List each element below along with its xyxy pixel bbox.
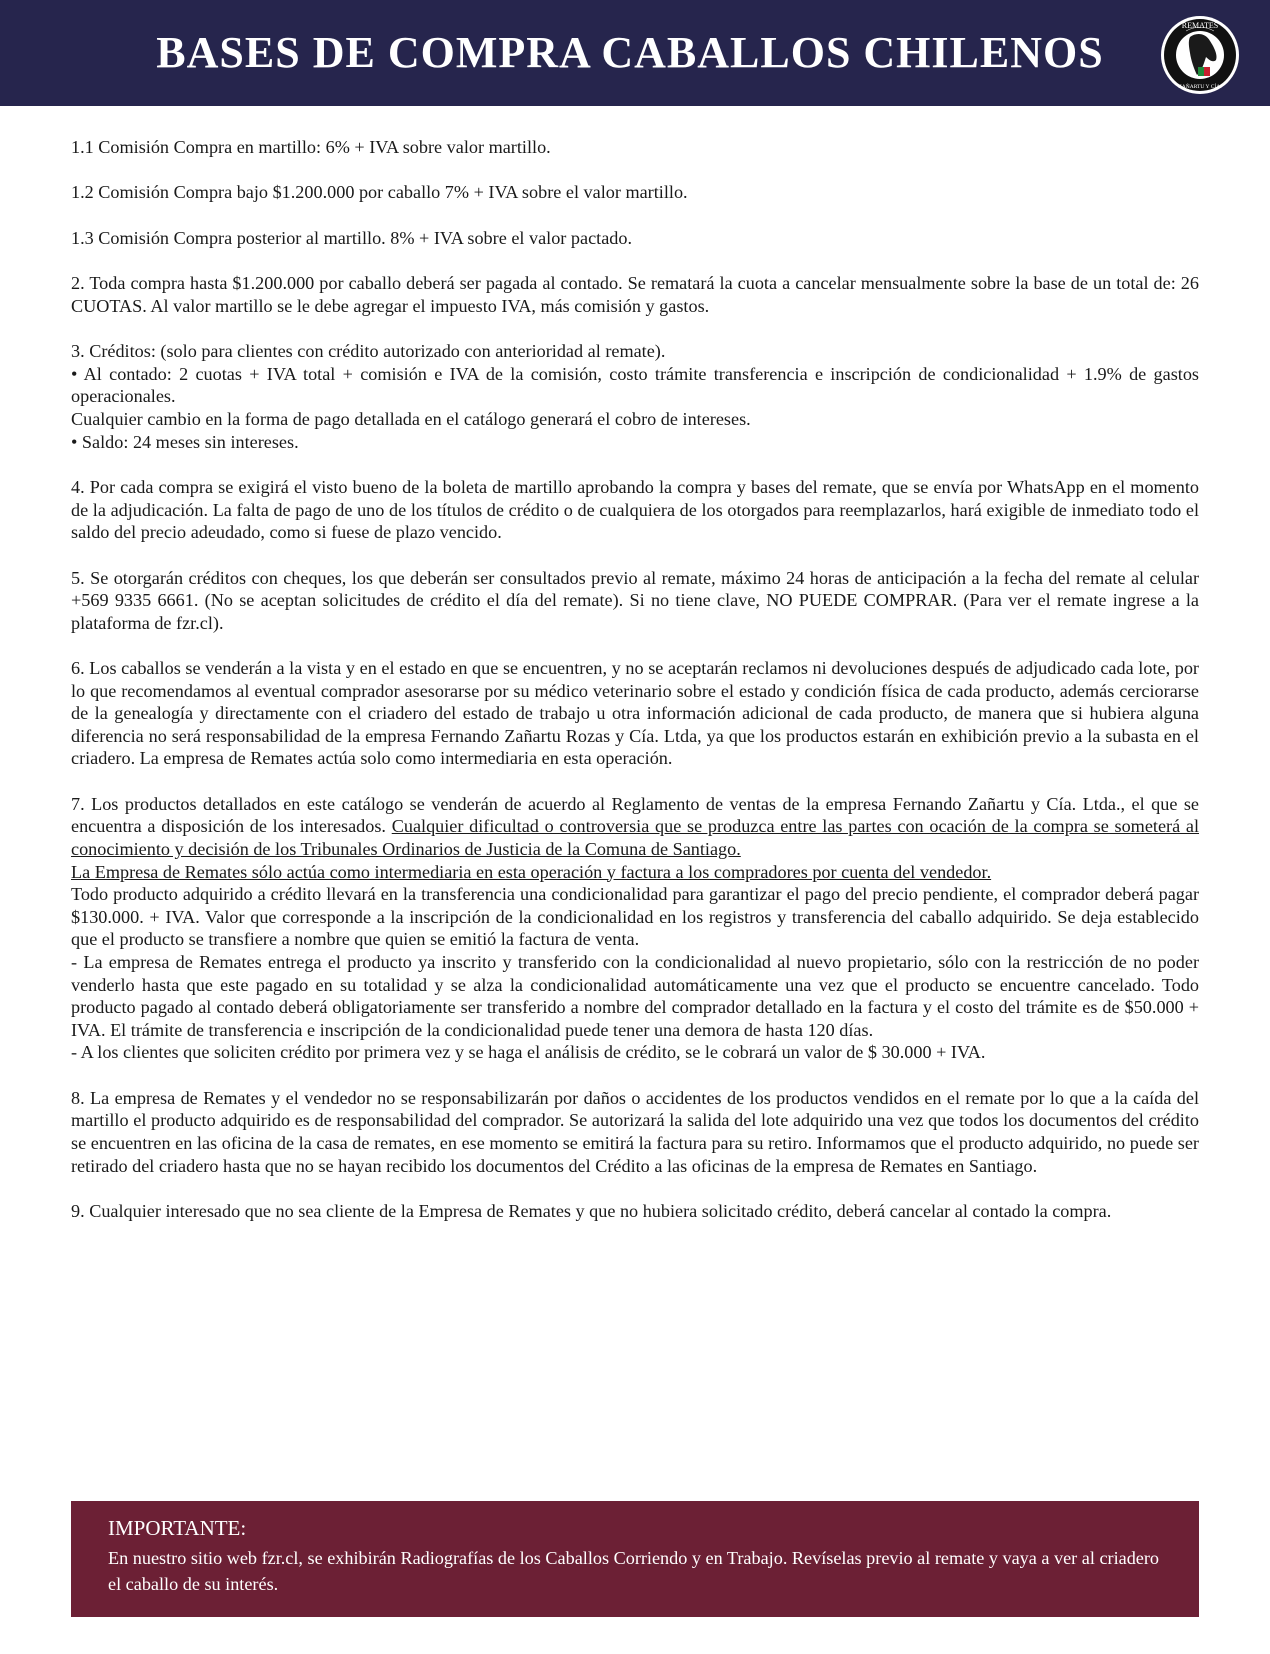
clause-7-entrega: - La empresa de Remates entrega el producto ya inscrito y transferido con la condicionalidad al nuevo propietario, sólo con la restricción de no poder venderlo hasta que este pagado en su totalidad y se alza la condicionalidad automáticamente una vez que el producto se encuentre cancelado. Todo producto pagado al contado deberá obligatoriamente ser transferido a nombre del comprador detallado en la factura y el costo del trámite es de $50.000 + IVA. El trámite de transferencia e inscripción de la condicionalidad puede tener una demora de hasta 120 días. <box>71 952 1199 1040</box>
important-notice <box>71 1501 1199 1617</box>
remates-horse-logo-icon <box>1160 15 1240 95</box>
page-title: BASES DE COMPRA CABALLOS CHILENOS <box>156 28 1104 77</box>
clause-7-intro: 7. Los productos detallados en este catálogo se venderán de acuerdo al Reglamento de ventas de la empresa Fernando Zañartu y Cía. Ltda., el que se encuentra a disposición de los interesados. <box>71 793 1199 837</box>
clause-7-credito: Todo producto adquirido a crédito llevará en la transferencia una condicionalidad para garantizar el pago del precio pendiente, el comprador deberá pagar $130.000. + IVA. Valor que corresponde a la inscripción de la condicionalidad en los registros y transferencia del caballo adquirido. Se deja establecido que el producto se transfiere a nombre que quien se emitió la factura de venta. <box>71 884 1199 950</box>
clause-7-jurisdiction: Cualquier dificultad o controversia que se produzca entre las partes con ocación de la compra se someterá al conocimiento y decisión de los Tribunales Ordinarios de Justicia de la Comuna de Santiago. <box>71 816 1200 860</box>
clause-1-3: 1.3 Comisión Compra posterior al martillo. 8% + IVA sobre el valor pactado. <box>71 227 633 248</box>
clause-3-intro: 3. Créditos: (solo para clientes con crédito autorizado con anterioridad al remate). <box>71 341 666 362</box>
clause-3 <box>71 340 1199 453</box>
clause-8: 8. La empresa de Remates y el vendedor no se responsabilizarán por daños o accidentes de los productos vendidos en el remate por lo que a la caída del martillo el producto adquirido es de responsabilidad del comprador. Se autorizará la salida del lote adquirido una vez que todos los documentos del crédito se encuentren en las oficina de la casa de remates, en ese momento se emitirá la factura para su retiro. Informamos que el producto adquirido, no puede ser retirado del criadero hasta que no se hayan recibido los documentos del Crédito a las oficinas de la empresa de Remates en Santiago. <box>71 1087 1199 1176</box>
clause-7-analisis: - A los clientes que soliciten crédito por primera vez y se haga el análisis de crédito, se le cobrará un valor de $ 30.000 + IVA. <box>71 1042 986 1063</box>
clause-1-1: 1.1 Comisión Compra en martillo: 6% + IVA sobre valor martillo. <box>71 137 551 157</box>
clause-6: 6. Los caballos se venderán a la vista y en el estado en que se encuentren, y no se aceptarán reclamos ni devoluciones después de adjudicado cada lote, por lo que recomendamos al eventual comprador asesorarse por su médico veterinario sobre el estado y condición física de cada producto, además cerciorarse de la genealogía y directamente con el criadero del estado de trabajo u otra información adicional de cada producto, de manera que si hubiera alguna diferencia no será responsabilidad de la empresa Fernando Zañartu Rozas y Cía. Ltda, ya que los productos estarán en exhibición previo a la subasta en el criadero. La empresa de Remates actúa solo como intermediaria en esta operación. <box>71 658 1199 769</box>
page-header <box>0 0 1270 106</box>
clause-7 <box>71 793 1199 1064</box>
clause-3-cambio: Cualquier cambio en la forma de pago detallada en el catálogo generará el cobro de intereses. <box>71 408 751 429</box>
important-title: IMPORTANTE: <box>108 1516 247 1540</box>
clause-3-saldo: • Saldo: 24 meses sin intereses. <box>71 431 299 452</box>
clause-5: 5. Se otorgarán créditos con cheques, los que deberán ser consultados previo al remate, máximo 24 horas de anticipación a la fecha del remate al celular +569 9335 6661. (No se aceptan solicitudes de crédito el día del remate). Si no tiene clave, NO PUEDE COMPRAR. (Para ver el remate ingrese a la plataforma de fzr.cl). <box>71 567 1199 633</box>
clause-3-contado: • Al contado: 2 cuotas + IVA total + comisión e IVA de la comisión, costo trámite transferencia e inscripción de condicionalidad + 1.9% de gastos operacionales. <box>71 363 1199 407</box>
clause-1-2: 1.2 Comisión Compra bajo $1.200.000 por caballo 7% + IVA sobre el valor martillo. <box>71 182 688 203</box>
svg-text:ZAÑARTU Y CÍA.: ZAÑARTU Y CÍA. <box>1178 84 1222 90</box>
clause-9: 9. Cualquier interesado que no sea cliente de la Empresa de Remates y que no hubiera solicitado crédito, deberá cancelar al contado la compra. <box>71 1200 1112 1221</box>
clause-2: 2. Toda compra hasta $1.200.000 por caballo deberá ser pagada al contado. Se rematará la cuota a cancelar mensualmente sobre la base de un total de: 26 CUOTAS. Al valor martillo se le debe agregar el impuesto IVA, más comisión y gastos. <box>71 273 1199 316</box>
important-text: En nuestro sitio web fzr.cl, se exhibirán Radiografías de los Caballos Corriendo y en Trabajo. Revíselas previo al remate y vaya a ver al criadero el caballo de su interés. <box>108 1548 1160 1594</box>
document-body <box>71 136 1199 1245</box>
clause-4: 4. Por cada compra se exigirá el visto bueno de la boleta de martillo aprobando la compra y bases del remate, que se envía por WhatsApp en el momento de la adjudicación. La falta de pago de uno de los títulos de crédito o de cualquiera de los otorgados para reemplazarlos, hará exigible de inmediato todo el saldo del precio adeudado, como si fuese de plazo vencido. <box>71 476 1199 543</box>
clause-7-intermediary: La Empresa de Remates sólo actúa como intermediaria en esta operación y factura a los compradores por cuenta del vendedor. <box>71 861 992 882</box>
svg-text:REMATES: REMATES <box>1181 21 1219 30</box>
